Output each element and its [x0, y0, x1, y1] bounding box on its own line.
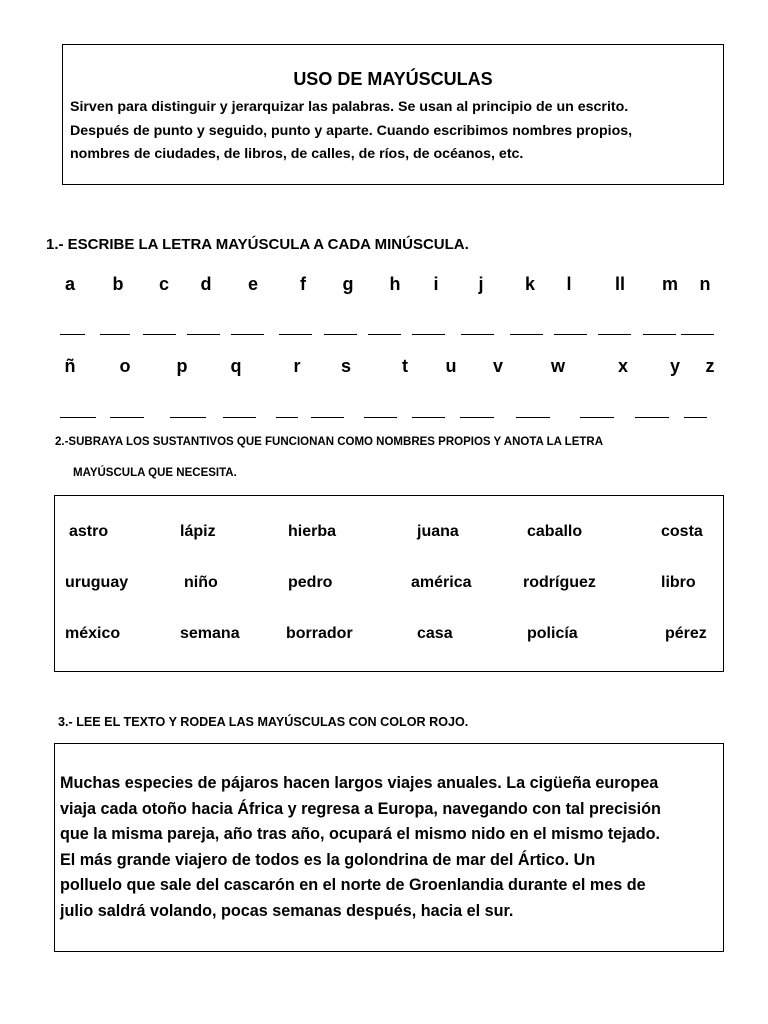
letter-row-2-13: z: [705, 356, 715, 376]
answer-blank-row-2-8[interactable]: [412, 417, 445, 418]
answer-blank-row-2-4[interactable]: [223, 417, 256, 418]
letter-row-2-4: q: [230, 356, 242, 376]
letter-row-2-5: r: [293, 356, 301, 376]
letter-row-2-3: p: [176, 356, 188, 376]
answer-blank-row-2-2[interactable]: [110, 417, 144, 418]
letter-row-1-10: j: [478, 274, 484, 294]
answer-blank-row-1-12[interactable]: [554, 334, 587, 335]
exercise-2-heading: 2.-SUBRAYA LOS SUSTANTIVOS QUE FUNCIONAN COMO NOMBRES PROPIOS Y ANOTA LA LETRA: [55, 436, 604, 448]
answer-blank-row-2-12[interactable]: [635, 417, 669, 418]
letter-row-2-7: t: [402, 356, 408, 376]
letter-row-1-4: d: [200, 274, 212, 294]
word-item[interactable]: américa: [411, 574, 472, 591]
letter-row-1-5: e: [247, 274, 259, 294]
answer-blank-row-2-7[interactable]: [364, 417, 397, 418]
answer-blank-row-2-10[interactable]: [516, 417, 550, 418]
answer-blank-row-1-14[interactable]: [643, 334, 676, 335]
word-item[interactable]: astro: [69, 523, 109, 540]
word-item[interactable]: pérez: [665, 625, 707, 642]
answer-blank-row-1-15[interactable]: [681, 334, 714, 335]
letter-row-2-9: v: [492, 356, 504, 376]
letter-row-1-2: b: [112, 274, 124, 294]
answer-blank-row-1-9[interactable]: [412, 334, 445, 335]
letter-row-2-2: o: [119, 356, 131, 376]
word-item[interactable]: rodríguez: [523, 574, 596, 591]
answer-blank-row-1-8[interactable]: [368, 334, 401, 335]
reading-passage: [60, 771, 720, 924]
answer-blank-row-1-3[interactable]: [143, 334, 176, 335]
word-item[interactable]: juana: [417, 523, 459, 540]
letter-row-2-6: s: [340, 356, 352, 376]
answer-blank-row-2-9[interactable]: [460, 417, 494, 418]
exercise-1-heading: 1.- ESCRIBE LA LETRA MAYÚSCULA A CADA MINÚSCULA.: [46, 236, 469, 253]
answer-blank-row-2-13[interactable]: [684, 417, 707, 418]
word-item[interactable]: lápiz: [180, 523, 216, 540]
letter-row-2-1: ñ: [64, 356, 76, 376]
word-item[interactable]: niño: [184, 574, 218, 591]
answer-blank-row-1-11[interactable]: [510, 334, 543, 335]
definition-text: [70, 96, 718, 167]
word-item[interactable]: borrador: [286, 625, 353, 642]
answer-blank-row-2-3[interactable]: [170, 417, 206, 418]
letter-row-1-14: m: [661, 274, 679, 294]
letter-row-1-9: i: [433, 274, 439, 294]
answer-blank-row-2-5[interactable]: [276, 417, 298, 418]
word-item[interactable]: policía: [527, 625, 578, 642]
answer-blank-row-1-10[interactable]: [461, 334, 494, 335]
word-item[interactable]: casa: [417, 625, 453, 642]
answer-blank-row-2-11[interactable]: [580, 417, 614, 418]
word-item[interactable]: uruguay: [65, 574, 129, 591]
word-item[interactable]: caballo: [527, 523, 583, 540]
letter-row-1-11: k: [524, 274, 536, 294]
answer-blank-row-2-6[interactable]: [311, 417, 344, 418]
worksheet-title: USO DE MAYÚSCULAS: [293, 69, 493, 89]
word-list-box: [54, 495, 724, 672]
exercise-3-heading: 3.- LEE EL TEXTO Y RODEA LAS MAYÚSCULAS CON COLOR ROJO.: [58, 715, 469, 729]
letter-row-1-6: f: [300, 274, 306, 294]
passage-line: Muchas especies de pájaros hacen largos viajes anuales. La cigüeña europea: [60, 774, 659, 792]
word-item[interactable]: costa: [661, 523, 703, 540]
letter-row-2-10: w: [550, 356, 566, 376]
answer-blank-row-1-13[interactable]: [598, 334, 631, 335]
definition-box: [62, 44, 724, 185]
letter-row-1-13: ll: [614, 274, 626, 294]
answer-blank-row-1-6[interactable]: [279, 334, 312, 335]
word-item[interactable]: méxico: [65, 625, 121, 642]
letter-row-1-7: g: [342, 274, 354, 294]
passage-line: viaja cada otoño hacia África y regresa a Europa, navegando con tal precisión: [60, 799, 661, 818]
word-item[interactable]: semana: [180, 625, 240, 642]
definition-line: Sirven para distinguir y jerarquizar las palabras. Se usan al principio de un escrito.: [70, 99, 629, 115]
letter-row-1-1: a: [64, 274, 76, 294]
letter-row-2-12: y: [669, 356, 681, 376]
answer-blank-row-1-7[interactable]: [324, 334, 357, 335]
word-item[interactable]: hierba: [288, 523, 337, 540]
passage-line: julio saldrá volando, pocas semanas después, hacia el sur.: [60, 901, 514, 920]
letter-row-1-12: l: [566, 274, 572, 294]
definition-line: nombres de ciudades, de libros, de calles, de ríos, de océanos, etc.: [70, 146, 524, 162]
exercise-2-heading-continuation: MAYÚSCULA QUE NECESITA.: [73, 467, 237, 479]
reading-text-box: [54, 743, 724, 952]
definition-line: Después de punto y seguido, punto y aparte. Cuando escribimos nombres propios,: [70, 122, 633, 139]
word-item[interactable]: libro: [661, 574, 696, 591]
letter-row-2-8: u: [445, 356, 457, 376]
answer-blank-row-1-1[interactable]: [60, 334, 85, 335]
passage-line: polluelo que sale del cascarón en el norte de Groenlandia durante el mes de: [60, 876, 646, 894]
answer-blank-row-1-5[interactable]: [231, 334, 264, 335]
letter-row-1-8: h: [389, 274, 401, 294]
letter-row-2-11: x: [617, 356, 629, 376]
letter-row-1-15: n: [699, 274, 711, 294]
passage-line: El más grande viajero de todos es la golondrina de mar del Ártico. Un: [60, 850, 596, 869]
letter-row-1-3: c: [158, 274, 170, 294]
answer-blank-row-2-1[interactable]: [60, 417, 96, 418]
answer-blank-row-1-2[interactable]: [100, 334, 130, 335]
word-item[interactable]: pedro: [288, 574, 333, 591]
passage-line: que la misma pareja, año tras año, ocupará el mismo nido en el mismo tejado.: [60, 825, 661, 843]
answer-blank-row-1-4[interactable]: [187, 334, 220, 335]
